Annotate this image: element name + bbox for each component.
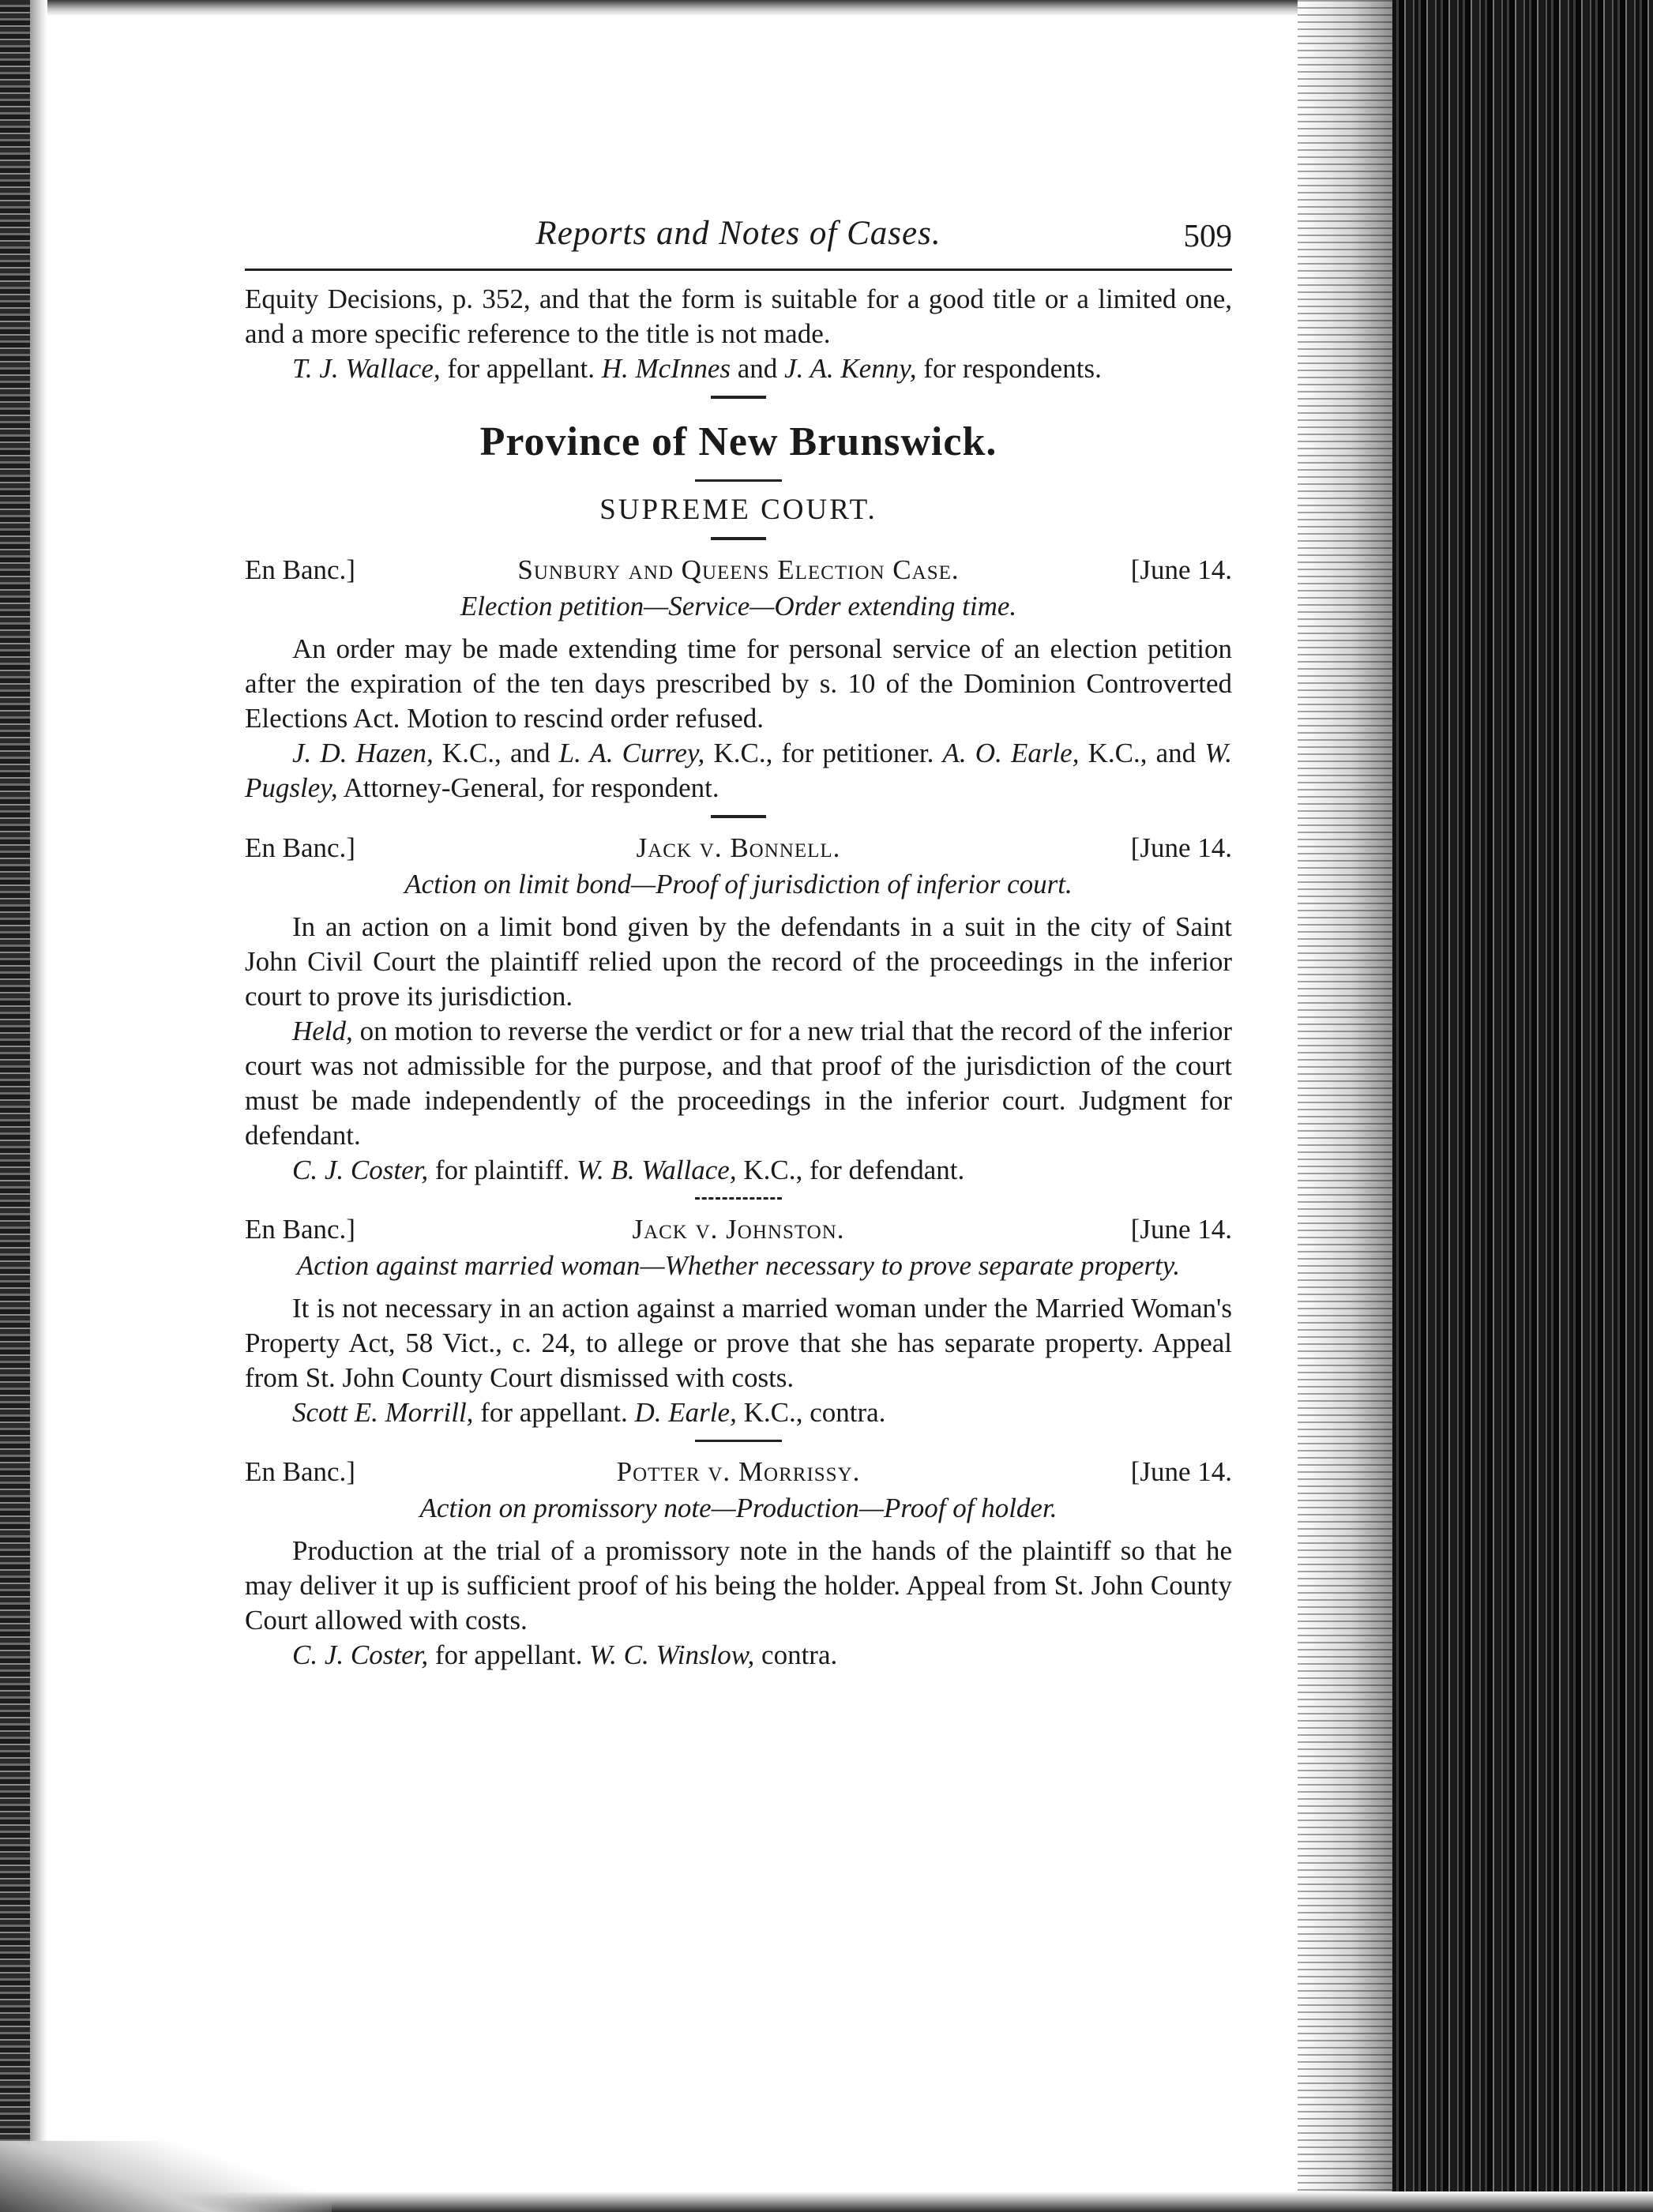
counsel-name: A. O. Earle,: [942, 738, 1080, 768]
court-heading: SUPREME COURT.: [599, 494, 877, 526]
counsel-name: D. Earle,: [634, 1397, 737, 1428]
case-date: [June 14.: [1130, 1456, 1232, 1487]
page-text-column: [245, 213, 1232, 1673]
scan-shadow-left: [30, 0, 47, 2212]
case-date: [June 14.: [1130, 554, 1232, 585]
case-header: [245, 1212, 1232, 1247]
case-catchwords: Election petition—Service—Order extending time.: [460, 591, 1017, 622]
case-separator: [695, 1440, 782, 1442]
counsel-name: W. B. Wallace,: [577, 1155, 737, 1185]
case-bench: En Banc.]: [245, 832, 355, 863]
case-catchwords: Action on promissory note—Production—Proof of holder.: [419, 1493, 1058, 1523]
scan-shadow-right: [1298, 0, 1392, 2212]
case-bench: En Banc.]: [245, 554, 355, 585]
counsel-name: L. A. Currey,: [558, 738, 705, 768]
counsel-name: Scott E. Morrill,: [292, 1397, 474, 1428]
running-head: [245, 213, 1232, 264]
case-body: Production at the trial of a promissory note in the hands of the plaintiff so that he may deliver it up is sufficient proof of his being the holder. Appeal from St. John County Court allowed with costs.: [245, 1535, 1232, 1636]
counsel-role: for respondents.: [916, 353, 1102, 384]
counsel-name: C. J. Coster,: [292, 1155, 429, 1185]
counsel-role: K.C., contra.: [736, 1397, 886, 1428]
case-header: [245, 553, 1232, 588]
case-bench: En Banc.]: [245, 1456, 355, 1487]
case-separator: [695, 1197, 782, 1200]
case-separator: [711, 815, 766, 818]
scan-edge-top: [0, 0, 1406, 16]
counsel-role: Attorney-General, for respondent.: [337, 772, 719, 803]
counsel-role: and: [731, 353, 785, 384]
counsel-name: J. A. Kenny,: [784, 353, 917, 384]
case-holding: [245, 1014, 1232, 1153]
header-rule: [245, 269, 1232, 271]
counsel-role: contra.: [754, 1639, 838, 1670]
intro-paragraph: Equity Decisions, p. 352, and that the form is suitable for a good title or a limited one, and a more specific reference to the title is not made.: [245, 284, 1232, 349]
counsel-name: C. J. Coster,: [292, 1639, 429, 1670]
counsel-name: W. Pugsley,: [245, 738, 1233, 803]
section-rule: [711, 396, 766, 399]
scan-edge-left: [0, 0, 30, 2212]
held-text: on motion to reverse the verdict or for a new trial that the record of the inferior court was not admissible for the purpose, and that proof of the jurisdiction of the court must be made independently of the proceedings in the inferior court. Judgment for defendant.: [245, 1016, 1232, 1151]
case-counsel: [245, 1153, 1232, 1188]
case-date: [June 14.: [1130, 1214, 1232, 1245]
counsel-name: J. D. Hazen,: [292, 738, 434, 768]
held-word: Held,: [292, 1016, 353, 1046]
counsel-role: K.C., for petitioner.: [704, 738, 943, 768]
section-rule: [711, 537, 766, 540]
province-heading: Province of New Brunswick.: [479, 419, 997, 464]
case-header: [245, 831, 1232, 866]
case-bench: En Banc.]: [245, 1214, 355, 1245]
page-number: 509: [1183, 217, 1232, 253]
case-body: In an action on a limit bond given by the defendants in a suit in the city of Saint John Civil Court the plaintiff relied upon the record of the proceedings in the inferior court to prove its jurisdiction.: [245, 911, 1232, 1012]
case-catchwords: Action on limit bond—Proof of jurisdiction of inferior court.: [404, 869, 1073, 899]
case-counsel: [245, 1395, 1232, 1430]
case-counsel: [245, 736, 1232, 806]
running-title: Reports and Notes of Cases.: [535, 215, 941, 252]
case-title: Potter v. Morrissy.: [616, 1456, 861, 1487]
case-counsel: [245, 1638, 1232, 1673]
section-rule: [695, 479, 782, 482]
case-body: It is not necessary in an action against a married woman under the Married Woman's Property Act, 58 Vict., c. 24, to allege or prove that she has separate property. Appeal from St. John County Court dismissed with costs.: [245, 1293, 1232, 1393]
counsel-name: H. McInnes: [601, 353, 731, 384]
case-catchwords: Action against married woman—Whether necessary to prove separate property.: [296, 1250, 1181, 1281]
counsel-role: for appellant.: [428, 1639, 590, 1670]
intro-counsel: [245, 351, 1232, 386]
case-header: [245, 1455, 1232, 1489]
case-title: Jack v. Johnston.: [632, 1214, 845, 1245]
book-binding-edge: [1392, 0, 1653, 2212]
case-title: Sunbury and Queens Election Case.: [517, 554, 960, 585]
counsel-role: for appellant.: [440, 353, 602, 384]
counsel-role: for plaintiff.: [428, 1155, 577, 1185]
scan-corner-bottom-left: [0, 2141, 332, 2212]
counsel-name: W. C. Winslow,: [589, 1639, 755, 1670]
case-title: Jack v. Bonnell.: [636, 832, 841, 863]
counsel-name: T. J. Wallace,: [292, 353, 441, 384]
counsel-role: K.C., and: [433, 738, 559, 768]
counsel-role: for appellant.: [473, 1397, 635, 1428]
case-body: An order may be made extending time for personal service of an election petition after the expiration of the ten days prescribed by s. 10 of the Dominion Controverted Elections Act. Motion to rescind order refused.: [245, 633, 1232, 734]
counsel-role: K.C., for defendant.: [736, 1155, 965, 1185]
counsel-role: K.C., and: [1079, 738, 1205, 768]
case-date: [June 14.: [1130, 832, 1232, 863]
